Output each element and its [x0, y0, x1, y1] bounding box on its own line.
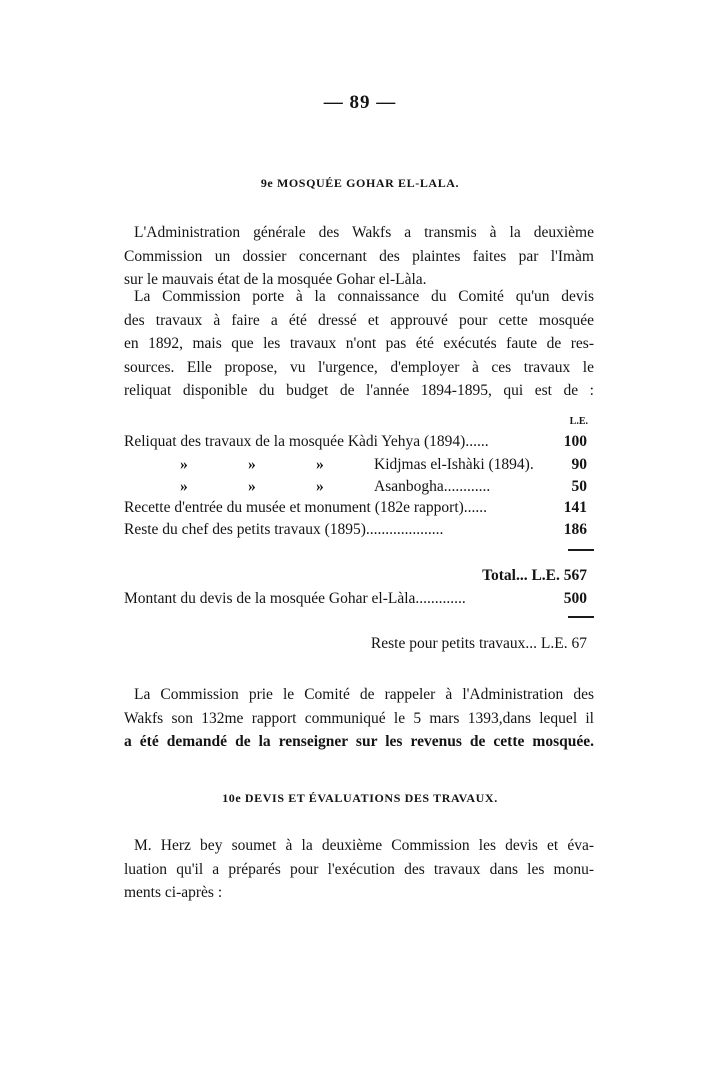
ditto-mark: » — [248, 456, 256, 473]
text-line: a été demandé de la renseigner sur les revenus de cette mosquée. — [124, 733, 594, 750]
total-line: Total... L.E. 567 — [482, 567, 587, 584]
table-row — [124, 521, 587, 543]
table-row — [124, 478, 587, 500]
section-heading-mosquee-gohar: 9e MOSQUÉE GOHAR EL-LALA. — [260, 176, 460, 190]
currency-unit-label: L.E. — [569, 416, 588, 427]
text-line: ments ci-après : — [124, 884, 223, 901]
table-row — [124, 499, 587, 521]
remainder-line: Reste pour petits travaux... L.E. 67 — [370, 635, 587, 652]
row-label: Asanbogha............ — [374, 478, 491, 495]
row-label: Reste du chef des petits travaux (1895).................... — [124, 521, 444, 538]
text-line: Commission un dossier concernant des plaintes faites par l'Imàm — [124, 247, 594, 265]
ditto-mark: » — [316, 456, 324, 473]
text-line: sur le mauvais état de la mosquée Gohar el-Làla. — [124, 271, 427, 288]
paragraph-herz-bey — [124, 834, 594, 905]
text-line: luation qu'il a préparés pour l'exécution des travaux dans les monu- — [124, 860, 594, 878]
row-label: Montant du devis de la mosquée Gohar el-Làla............. — [124, 590, 466, 607]
text-line: Wakfs son 132me rapport communiqué le 5 mars 1393,dans lequel il — [124, 709, 594, 727]
text-line: La Commission prie le Comité de rappeler à l'Administration des — [134, 686, 594, 703]
devis-row — [124, 590, 587, 612]
row-value: 141 — [563, 499, 587, 516]
page-number: — 89 — — [323, 92, 397, 113]
ditto-mark: » — [248, 478, 256, 495]
paragraph-commission-devis — [124, 285, 594, 403]
row-value: 500 — [563, 590, 587, 607]
ditto-mark: » — [180, 478, 188, 495]
row-value: 186 — [563, 521, 587, 538]
text-line: sources. Elle propose, vu l'urgence, d'employer à ces travaux le — [124, 358, 594, 376]
row-value: 100 — [563, 433, 587, 450]
paragraph-administration-wakfs — [124, 221, 594, 292]
difference-rule — [568, 616, 594, 618]
paragraph-rappel-comite — [124, 683, 594, 754]
row-label: Recette d'entrée du musée et monument (182e rapport)...... — [124, 499, 488, 516]
table-row — [124, 433, 587, 455]
text-line: M. Herz bey soumet à la deuxième Commission les devis et éva- — [134, 837, 594, 854]
text-line: en 1892, mais que les travaux n'ont pas été exécutés faute de res- — [124, 335, 594, 352]
text-line: reliquat disponible du budget de l'année 1894-1895, qui est de : — [124, 382, 594, 399]
row-label: Kidjmas el-Ishàki (1894). — [374, 456, 534, 473]
text-line: des travaux à faire a été dressé et approuvé pour cette mosquée — [124, 311, 594, 329]
row-label: Reliquat des travaux de la mosquée Kàdi Yehya (1894)...... — [124, 433, 489, 450]
section-heading-devis-evaluations: 10e DEVIS ET ÉVALUATIONS DES TRAVAUX. — [222, 791, 498, 805]
row-value: 50 — [571, 478, 587, 495]
text-line: La Commission porte à la connaissance du Comité qu'un devis — [134, 288, 594, 305]
ditto-mark: » — [180, 456, 188, 473]
text-line: L'Administration générale des Wakfs a transmis à la deuxième — [134, 224, 594, 241]
row-value: 90 — [571, 456, 587, 473]
table-row — [124, 456, 587, 478]
ditto-mark: » — [316, 478, 324, 495]
sum-rule — [568, 549, 594, 551]
